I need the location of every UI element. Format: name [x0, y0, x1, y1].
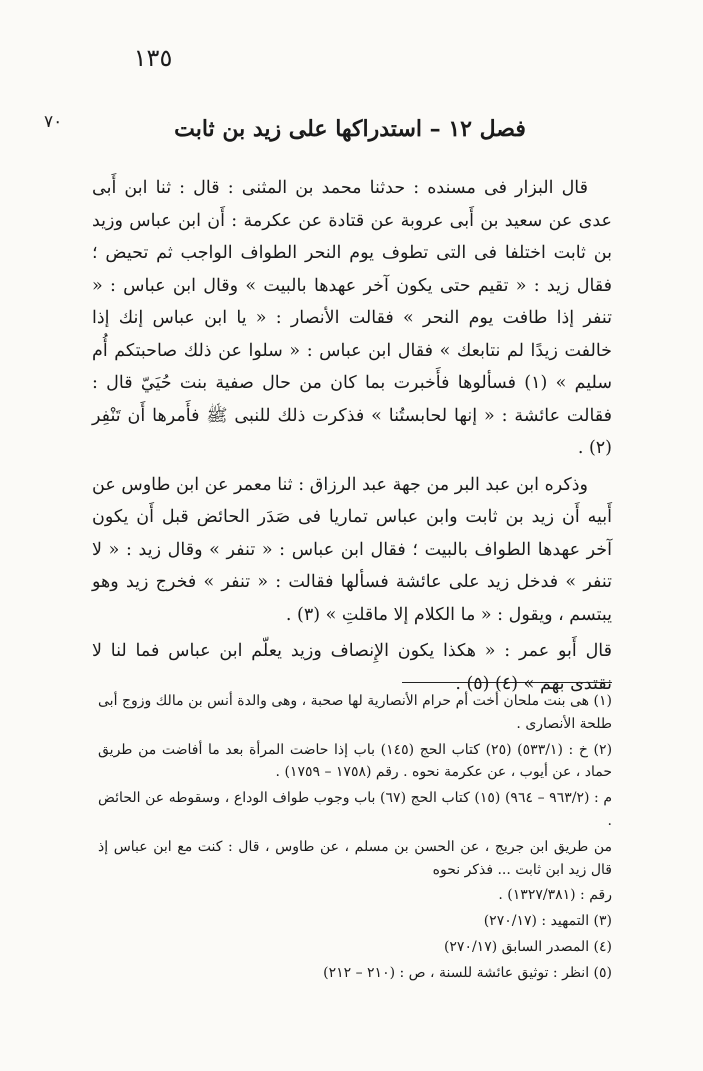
paragraph-abu-umar: قال أَبو عمر : « هكذا يكون الإِنصاف وزيد يعلّم ابن عباس فما لنا لا نقتدى بهم » (٤) (٥) . — [92, 641, 612, 694]
footnote-1: (١) هى بنت ملحان أخت أم حرام الأنصارية لها صحبة ، وهى والدة أنس بن مالك وزوج أبى طلحة الأنصارى . — [98, 693, 612, 732]
paragraph-ibn-abd-al-barr: وذكره ابن عبد البر من جهة عبد الرزاق : ثنا معمر عن ابن طاوس عن أَبيه أَن زيد بن ثابت وابن عباس تماريا فى صَدَر الحائض قبل أَن يكون آخر عهدها الطواف بالبيت ؛ فقال ابن عباس : « تنفر » وقال زيد : « لا تنفر » فدخل زيد على عائشة فسألها فقالت : « تنفر » فخرج زيد وهو يبتسم ، ويقول : « ما الكلام إلا ماقلتِ » (٣) . — [92, 474, 612, 625]
footnotes — [98, 690, 612, 988]
chapter-title: فصل ١٢ – استدراكها على زيد بن ثابت — [174, 116, 526, 142]
paragraph-bazzar: قال البزار فى مسنده : حدثنا محمد بن المثنى : قال : ثنا ابن أَبى عدى عن سعيد بن أَبى عروبة عن قتادة عن عكرمة : أَن ابن عباس وزيد بن ثابت اختلفا فى التى تطوف يوم النحر الطواف الواجب ثم تحيض ؛ فقال زيد : « تقيم حتى يكون آخر عهدها بالبيت » وقال ابن عباس : « تنفر إذا طافت يوم النحر » فقالت الأنصار : « يا ابن عباس إنك إذا خالفت زيدًا لم نتابعك » فقال ابن عباس : « سلوا عن ذلك صاحبتكم أُم سليم » (١) فسألوها فأَخبرت بما كان من حال صفية بنت حُيَيّ قال : فقالت عائشة : « إنها لحابستُنا » فذكرت ذلك للنبى ﷺ فأَمرها أَن تَنْفِر (٢) . — [92, 178, 612, 458]
footnote-2-chain: من طريق ابن جريج ، عن الحسن بن مسلم ، عن طاوس ، قال : كنت مع ابن عباس إذ قال زيد ابن ثابت ... فذكر نحوه — [98, 838, 612, 878]
page-number: ١٣٥ — [133, 44, 173, 72]
footnote-divider — [402, 682, 612, 683]
margin-number: ٧٠ — [44, 112, 63, 132]
footnote-2-muslim: م : (٩٦٣/٢ – ٩٦٤) (١٥) كتاب الحج (٦٧) باب وجوب طواف الوداع ، وسقوطه عن الحائض . — [98, 790, 613, 829]
footnote-2: (٢) خ : (٥٣٣/١) (٢٥) كتاب الحج (١٤٥) باب إذا حاضت المرأة بعد ما أفاضت من طريق حماد ، عن أيوب ، عن عكرمة نحوه . رقم (١٧٥٨ – ١٧٥٩) . — [98, 741, 613, 781]
footnote-2-number: رقم : (١٣٢٧/٣٨١) . — [498, 887, 612, 904]
body-text — [92, 172, 612, 700]
footnote-3: (٣) التمهيد : (٢٧٠/١٧) — [483, 913, 612, 930]
footnote-5: (٥) انظر : توثيق عائشة للسنة ، ص : (٢١٠ – ٢١٢) — [323, 965, 612, 982]
footnote-4: (٤) المصدر السابق (٢٧٠/١٧) — [443, 939, 612, 956]
